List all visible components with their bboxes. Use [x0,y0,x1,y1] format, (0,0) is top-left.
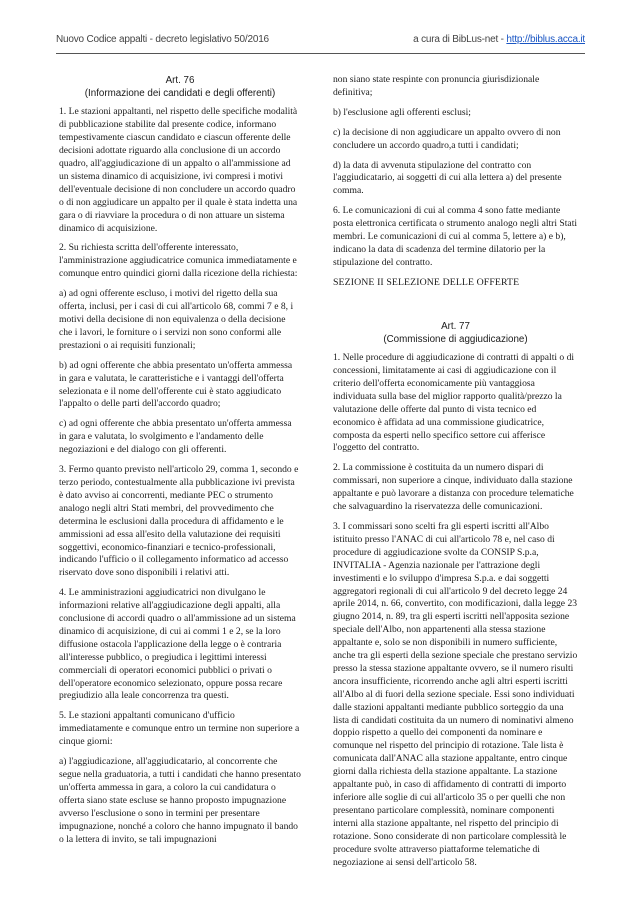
article-77-number: Art. 77 [441,320,470,332]
left-column [59,74,301,853]
paragraph: 6. Le comunicazioni di cui al comma 4 sono fatte mediante posta elettronica certificata o strumento analogo negli altri Stati membri. Le comunicazioni di cui al comma 5, lettere a) e b), indicano la data di scadenza del termine dilatorio per la stipulazione del contratto. [333,205,578,268]
paragraph: 5. Le stazioni appaltanti comunicano d'ufficio immediatamente e comunque entro un termine non superiore a cinque giorni: [59,710,300,748]
header-document-title: Nuovo Codice appalti - decreto legislativo 50/2016 [56,34,269,45]
paragraph: a) l'aggiudicazione, all'aggiudicatario, al concorrente che segue nella graduatoria, a tutti i candidati che hanno presentato un'offerta ammessa in gara, a coloro la cui candidatura o offerta siano state escluse se hanno proposto impugnazione avverso l'esclusione o sono in termini per presentare impugnazione, nonché a coloro che hanno impugnato il bando o la lettera di invito, se tali impugnazioni [59,756,301,845]
paragraph: b) ad ogni offerente che abbia presentato un'offerta ammessa in gara e valutata, le caratteristiche e i vantaggi dell'offerta selezionata e il nome dell'offerente cui è stato aggiudicato l'appalto o delle parti dell'accordo quadro; [59,359,293,410]
paragraph: b) l'esclusione agli offerenti esclusi; [333,106,471,118]
paragraph: a) ad ogni offerente escluso, i motivi del rigetto della sua offerta, inclusi, per i casi di cui all'articolo 68, commi 7 e 8, i motivi della decisione di non equivalenza o della decisione che i lavori, le forniture o i servizi non sono conformi alle prestazioni o ai requisiti funzionali; [59,288,294,351]
paragraph: 1. Le stazioni appaltanti, nel rispetto delle specifiche modalità di pubblicazione stabilite dal presente codice, informano tempestivamente ciascun candidato e ciascun offerente delle decisioni adottate riguardo alla conclusione di un accordo quadro, all'aggiudicazione di un appalto o all'ammissione ad un sistema dinamico di acquisizione, ivi compresi i motivi dell'eventuale decisione di non concludere un accordo quadro o di non aggiudicare un appalto per il quale è stata indetta una gara o di riavviare la procedura o di non attuare un sistema dinamico di acquisizione. [59,106,298,234]
paragraph: 4. Le amministrazioni aggiudicatrici non divulgano le informazioni relative all'aggiudicazione degli appalti, alla conclusione di accordi quadro o all'ammissione ad un sistema dinamico di acquisizione, di cui ai commi 1 e 2, se la loro diffusione ostacola l'applicazione della legge o è contraria all'interesse pubblico, o pregiudica i legittimi interessi commerciali di operatori economici pubblici o privati o dell'operatore economico selezionato, oppure possa recare pregiudizio alla leale concorrenza tra questi. [59,587,296,702]
paragraph: 3. I commissari sono scelti fra gli esperti iscritti all'Albo istituito presso l'ANAC di cui all'articolo 78 e, nel caso di procedure di aggiudicazione svolte da CONSIP S.p.a, INVITALIA - Agenzia nazionale per l'attrazione degli investimenti e lo sviluppo d'impresa S.p.a. e dai soggetti aggregatori regionali di cui all'articolo 9 del decreto legge 24 aprile 2014, n. 66, convertito, con modificazioni, dalla legge 23 giugno 2014, n. 89, tra gli esperti iscritti nell'apposita sezione speciale dell'Albo, non appartenenti alla stessa stazione appaltante e, solo se non disponibili in numero sufficiente, anche tra gli esperti della sezione speciale che prestano servizio presso la stessa stazione appaltante ovvero, se il numero risulti ancora insufficiente, ricorrendo anche agli altri esperti iscritti all'Albo al di fuori della sezione speciale. Essi sono individuati dalle stazioni appaltanti mediante pubblico sorteggio da una lista di candidati costituita da un numero di nominativi almeno doppio rispetto a quello dei componenti da nominare e comunque nel rispetto del principio di rotazione. Tale lista è comunicata dall'ANAC alla stazione appaltante, entro cinque giorni dalla richiesta della stazione appaltante. La stazione appaltante può, in caso di affidamento di contratti di importo inferiore alle soglie di cui all'articolo 35 o per quelli che non presentano particolare complessità, nominare componenti interni alla stazione appaltante, nel rispetto del principio di rotazione. Sono considerate di non particolare complessità le procedure svolte attraverso piattaforme telematiche di negoziazione ai sensi dell'articolo 58. [333,520,578,868]
paragraph: 2. Su richiesta scritta dell'offerente interessato, l'amministrazione aggiudicatrice comunica immediatamente e comunque entro quindici giorni dalla ricezione della richiesta: [59,242,298,280]
page-header [56,34,585,50]
article-76-heading [59,74,301,100]
header-divider [56,53,585,54]
article-77-heading [333,320,578,346]
paragraph: 3. Fermo quanto previsto nell'articolo 29, comma 1, secondo e terzo periodo, contestualmente alla pubblicazione ivi prevista è dato avviso ai concorrenti, mediante PEC o strumento analogo negli altri Stati membri, del provvedimento che determina le esclusioni dalla procedura di affidamento e le ammissioni ad essa all'esito della valutazione dei requisiti soggettivi, economico-finanziari e tecnico-professionali, indicando l'ufficio o il collegamento informatico ad accesso riservato dove sono disponibili i relativi atti. [59,464,299,579]
paragraph: 1. Nelle procedure di aggiudicazione di contratti di appalti o di concessioni, limitatamente ai casi di aggiudicazione con il criterio dell'offerta economicamente più vantaggiosa individuata sulla base del miglior rapporto qualità/prezzo la valutazione delle offerte dal punto di vista tecnico ed economico è affidata ad una commissione giudicatrice, composta da esperti nello specifico settore cui afferisce l'oggetto del contratto. [333,352,575,454]
paragraph: 2. La commissione è costituita da un numero dispari di commissari, non superiore a cinque, individuato dalla stazione appaltante e può lavorare a distanza con procedure telematiche che salvaguardino la riservatezza delle comunicazioni. [333,462,574,513]
paragraph: c) la decisione di non aggiudicare un appalto ovvero di non concludere un accordo quadro,a tutti i candidati; [333,126,561,151]
header-credit-label: a cura di BibLus-net - [413,34,507,45]
article-76-number: Art. 76 [165,75,195,86]
section-heading: SEZIONE II SELEZIONE DELLE OFFERTE [333,276,520,288]
article-76-subtitle: (Informazione dei candidati e degli offerenti) [84,88,276,100]
right-column [333,74,578,876]
paragraph: c) ad ogni offerente che abbia presentato un'offerta ammessa in gara e valutata, lo svolgimento e l'andamento delle negoziazioni e del dialogo con gli offerenti. [59,418,292,456]
paragraph: d) la data di avvenuta stipulazione del contratto con l'aggiudicatario, ai soggetti di cui alla lettera a) del presente comma. [333,159,562,197]
paragraph: non siano state respinte con pronuncia giurisdizionale definitiva; [333,74,540,98]
header-credit [413,34,585,45]
article-77-subtitle: (Commissione di aggiudicazione) [383,333,528,345]
header-link[interactable]: http://biblus.acca.it [506,34,585,45]
